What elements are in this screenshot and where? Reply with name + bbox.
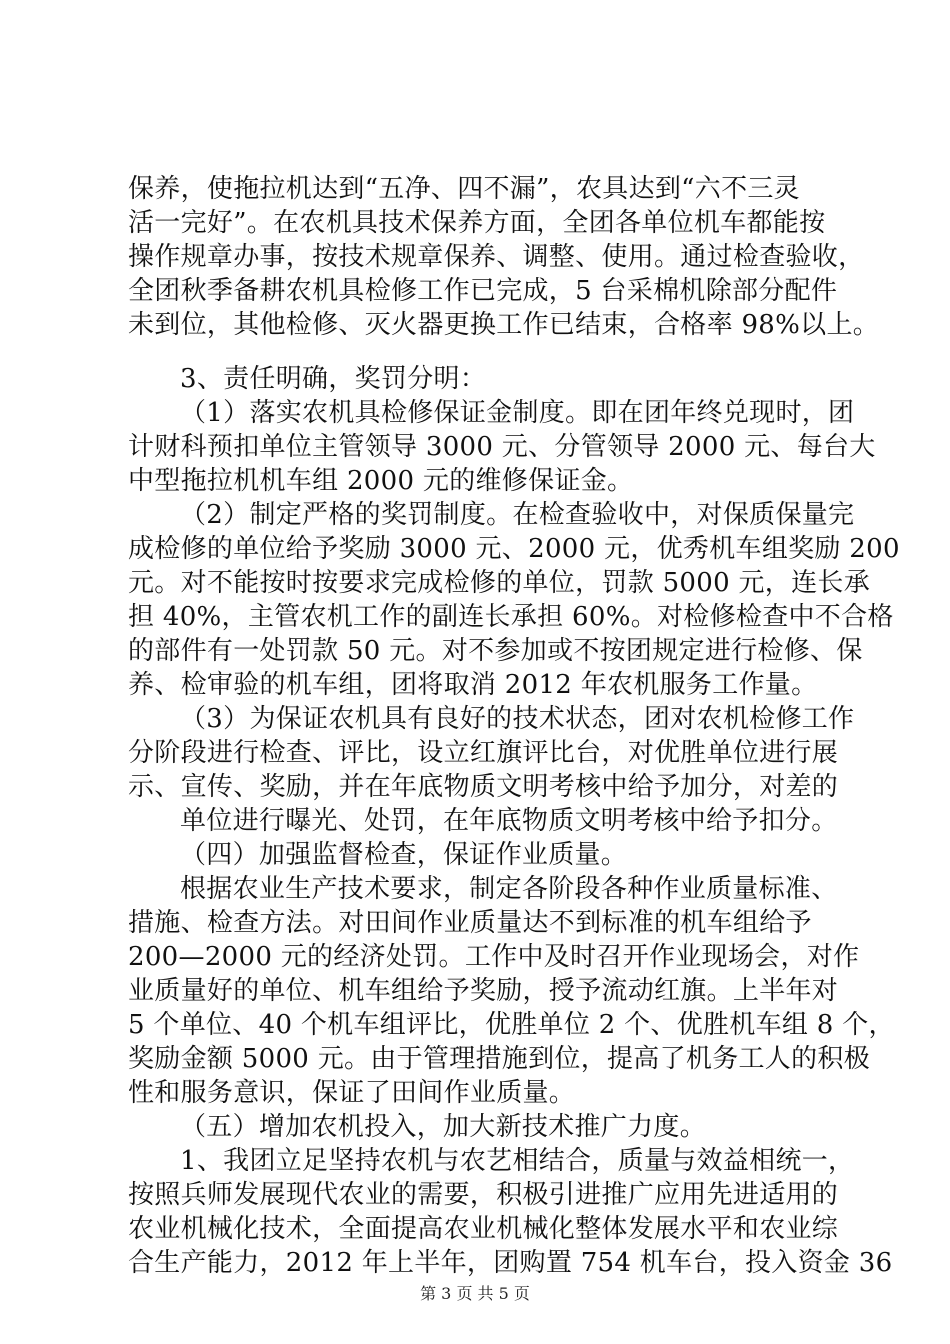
section-heading-3: 3、责任明确，奖罚分明： [180, 364, 487, 394]
body-line-31: 农业机械化技术，全面提高农业机械化整体发展水平和农业综 [128, 1214, 839, 1244]
body-line-26: 奖励金额 5000 元。由于管理措施到位，提高了机务工人的积极 [128, 1044, 870, 1074]
body-line-9: 中型拖拉机机车组 2000 元的维修保证金。 [128, 466, 634, 496]
body-line-7: （1）落实农机具检修保证金制度。即在团年终兑现时，团 [180, 398, 855, 428]
body-line-24: 业质量好的单位、机车组给予奖励，授予流动红旗。上半年对 [128, 976, 839, 1006]
body-line-4: 全团秋季备耕农机具检修工作已完成，5 台采棉机除部分配件 [128, 276, 838, 306]
body-line-29: 1、我团立足坚持农机与农艺相结合，质量与效益相统一， [180, 1146, 855, 1176]
section-heading-5: （五）增加农机投入，加大新技术推广力度。 [180, 1112, 707, 1142]
body-line-12: 元。对不能按时按要求完成检修的单位，罚款 5000 元，连长承 [128, 568, 870, 598]
body-line-16: （3）为保证农机具有良好的技术状态，团对农机检修工作 [180, 704, 855, 734]
body-line-19: 单位进行曝光、处罚，在年底物质文明考核中给予扣分。 [180, 806, 838, 836]
body-line-10: （2）制定严格的奖罚制度。在检查验收中，对保质保量完 [180, 500, 855, 530]
body-line-30: 按照兵师发展现代农业的需要，积极引进推广应用先进适用的 [128, 1180, 839, 1210]
body-line-11: 成检修的单位给予奖励 3000 元、2000 元，优秀机车组奖励 200 [128, 534, 900, 564]
body-line-8: 计财科预扣单位主管领导 3000 元、分管领导 2000 元、每台大 [128, 432, 876, 462]
body-line-21: 根据农业生产技术要求，制定各阶段各种作业质量标准、 [180, 874, 838, 904]
body-line-13: 担 40%，主管农机工作的副连长承担 60%。对检修检查中不合格 [128, 602, 894, 632]
body-line-2: 活一完好”。在农机具技术保养方面，全团各单位机车都能按 [128, 208, 826, 238]
body-line-14: 的部件有一处罚款 50 元。对不参加或不按团规定进行检修、保 [128, 636, 863, 666]
body-line-25: 5 个单位、40 个机车组评比，优胜单位 2 个、优胜机车组 8 个， [128, 1010, 895, 1040]
body-line-32: 合生产能力，2012 年上半年，团购置 754 机车台，投入资金 36 [128, 1248, 893, 1278]
body-line-1: 保养，使拖拉机达到“五净、四不漏”，农具达到“六不三灵 [128, 174, 800, 204]
body-line-15: 养、检审验的机车组，团将取消 2012 年农机服务工作量。 [128, 670, 818, 700]
section-heading-4: （四）加强监督检查，保证作业质量。 [180, 840, 628, 870]
body-line-22: 措施、检查方法。对田间作业质量达不到标准的机车组给予 [128, 908, 812, 938]
body-line-17: 分阶段进行检查、评比，设立红旗评比台，对优胜单位进行展 [128, 738, 839, 768]
page-number-footer: 第 3 页 共 5 页 [420, 1284, 530, 1303]
body-line-23: 200—2000 元的经济处罚。工作中及时召开作业现场会，对作 [128, 942, 860, 972]
body-line-27: 性和服务意识，保证了田间作业质量。 [128, 1078, 576, 1108]
body-line-3: 操作规章办事，按技术规章保养、调整、使用。通过检查验收， [128, 242, 865, 272]
body-line-5: 未到位，其他检修、灭火器更换工作已结束，合格率 98%以上。 [128, 310, 880, 340]
body-line-18: 示、宣传、奖励，并在年底物质文明考核中给予加分，对差的 [128, 772, 839, 802]
